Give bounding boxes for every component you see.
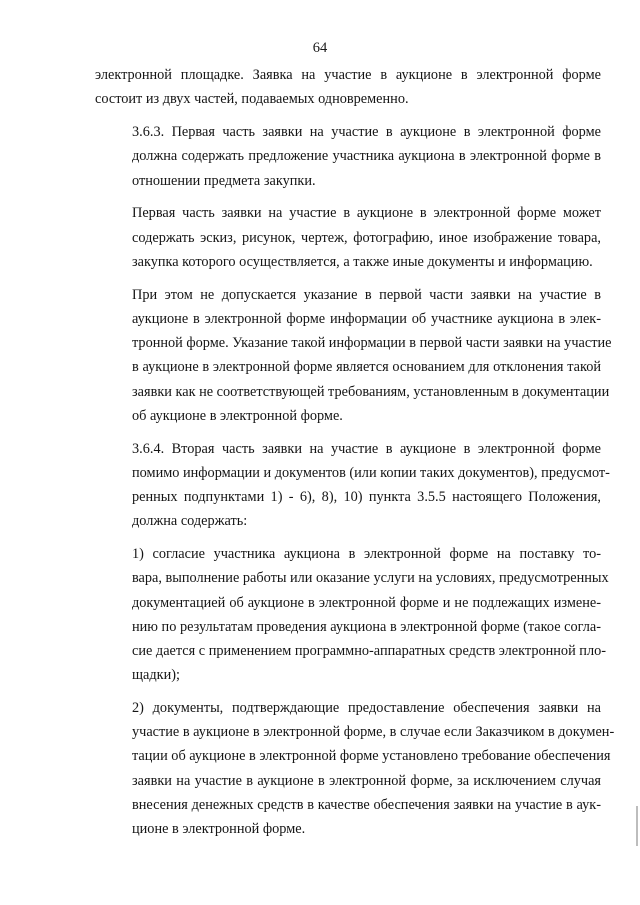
text-line: об аукционе в электронной форме. — [132, 407, 343, 424]
paragraph-first-part — [95, 201, 601, 274]
text-line: внесения денежных средств в качестве обеспечения заявки на участие в аук- — [132, 796, 601, 813]
text-line: сие дается с применением программно-аппаратных средств электронной пло- — [132, 642, 606, 659]
text-line: ренных подпунктами 1) - 6), 8), 10) пункта 3.5.5 настоящего Положения, — [132, 489, 601, 505]
text-line: заявки как не соответствующей требованиям, установленным в документации — [132, 383, 610, 400]
paragraph-3-6-4 — [95, 437, 610, 534]
text-line: участие в аукционе в электронной форме, в случае если Заказчиком в докумен- — [132, 724, 615, 741]
text-line: 3.6.4. Вторая часть заявки на участие в аукционе в электронной форме — [132, 440, 601, 457]
text-line: содержать эскиз, рисунок, чертеж, фотографию, иное изображение товара, — [132, 229, 601, 246]
text-line: ционе в электронной форме. — [132, 821, 306, 838]
text-line: щадки); — [132, 667, 180, 684]
text-line: аукционе в электронной форме информации об участнике аукциона в элек- — [132, 310, 601, 327]
text-line: Первая часть заявки на участие в аукционе в электронной форме может — [132, 205, 601, 222]
list-item-1 — [95, 542, 609, 687]
document-body — [95, 63, 615, 850]
text-line: электронной площадке. Заявка на участие в аукционе в электронной форме — [95, 67, 601, 83]
text-line: должна содержать предложение участника аукциона в электронной форме в — [132, 148, 601, 165]
text-line: вара, выполнение работы или оказание услуги на условиях, предусмотренных — [132, 570, 609, 587]
text-line: тации об аукционе в электронной форме установлено требование обеспечения — [132, 748, 611, 765]
page-number: 64 — [312, 40, 328, 56]
scan-edge-mark — [636, 806, 638, 846]
text-line: нию по результатам проведения аукциона в электронной форме (такое согла- — [132, 618, 601, 635]
text-line: должна содержать: — [132, 513, 248, 530]
paragraph-intro — [95, 63, 601, 111]
list-item-2 — [95, 696, 615, 841]
text-line: 1) согласие участника аукциона в электронной форме на поставку то- — [132, 546, 601, 563]
text-line: документацией об аукционе в электронной форме и не подлежащих измене- — [132, 594, 601, 611]
text-line: состоит из двух частей, подаваемых одновременно. — [95, 91, 409, 108]
text-line: заявки на участие в аукционе в электронной форме, за исключением случая — [132, 772, 601, 789]
text-line: тронной форме. Указание такой информации в первой части заявки на участие — [132, 335, 612, 352]
paragraph-3-6-3 — [95, 120, 601, 193]
paragraph-not-allowed — [95, 283, 612, 428]
text-line: 2) документы, подтверждающие предоставление обеспечения заявки на — [132, 700, 601, 716]
text-line: закупка которого осуществляется, а также иные документы и информацию. — [132, 253, 593, 270]
text-line: в аукционе в электронной форме является основанием для отклонения такой — [132, 359, 601, 376]
text-line: помимо информации и документов (или копии таких документов), предусмот- — [132, 464, 610, 481]
text-line: 3.6.3. Первая часть заявки на участие в аукционе в электронной форме — [132, 124, 601, 141]
text-line: При этом не допускается указание в первой части заявки на участие в — [132, 286, 601, 303]
text-line: отношении предмета закупки. — [132, 172, 316, 189]
